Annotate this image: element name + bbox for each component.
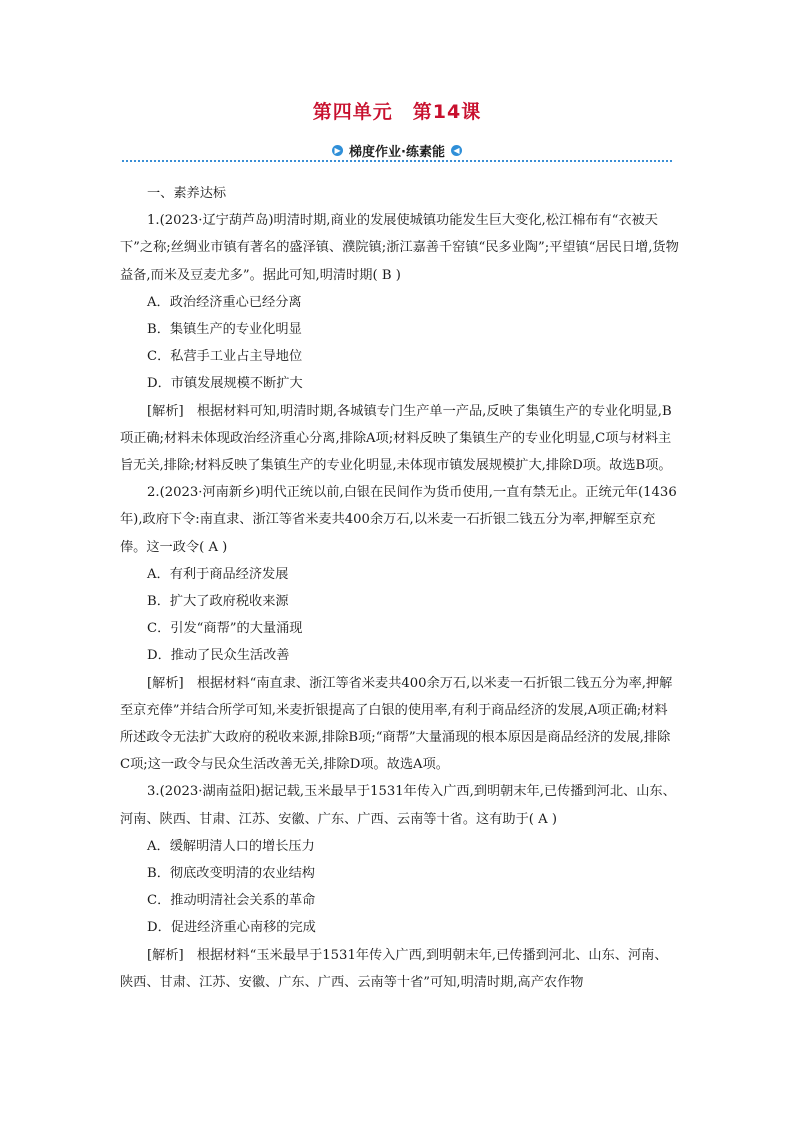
question-option: B．集镇生产的专业化明显	[147, 322, 302, 338]
question-option: A．政治经济重心已经分离	[147, 294, 302, 310]
question-option: A．缓解明清人口的增长压力	[147, 838, 315, 854]
question-option: D．推动了民众生活改善	[147, 648, 290, 664]
banner-label: 梯度作业·练素能	[349, 145, 445, 160]
question-option: C．推动明清社会关系的革命	[147, 893, 316, 909]
question-option: B．彻底改变明清的农业结构	[147, 866, 315, 882]
answer-analysis: [解析] 根据材料“南直隶、浙江等省米麦共400余万石,以米麦一石折银二钱五分为率,押解至京充俸”并结合所学可知,米麦折银提高了白银的使用率,有利于商品经济的发展,A项正确;材料所述政令无法扩大政府的税收来源,排除B项;“商帮”大量涌现的根本原因是商品经济的发展,排除C项;这一政令与民众生活改善无关,排除D项。故选A项。	[120, 675, 673, 773]
document-body	[120, 180, 680, 996]
page-title: 第四单元 第14课	[312, 101, 482, 123]
question-option: D．市镇发展规模不断扩大	[147, 376, 303, 392]
question-option: B．扩大了政府税收来源	[147, 594, 289, 610]
banner-label-group	[326, 141, 468, 160]
question-option: C．引发“商帮”的大量涌现	[147, 621, 303, 637]
question-option: A．有利于商品经济发展	[147, 566, 289, 582]
question-option: D．促进经济重心南移的完成	[147, 920, 316, 936]
question-stem: 1.(2023·辽宁葫芦岛)明清时期,商业的发展使城镇功能发生巨大变化,松江棉布有“衣被天下”之称;丝绸业市镇有著名的盛泽镇、濮院镇;浙江嘉善千窑镇“民多业陶”;平望镇“居民日增,货物益备,而米及豆麦尤多”。据此可知,明清时期( B )	[120, 213, 679, 283]
arrow-right-icon: ▶	[332, 145, 343, 156]
arrow-left-icon: ◀	[451, 145, 462, 156]
question-stem: 2.(2023·河南新乡)明代正统以前,白银在民间作为货币使用,一直有禁无止。正统元年(1436年),政府下令:南直隶、浙江等省米麦共400余万石,以米麦一石折银二钱五分为率,押解至京充俸。这一政令( A )	[120, 485, 677, 555]
question-option: C．私营手工业占主导地位	[147, 349, 303, 365]
section-banner	[122, 141, 672, 163]
dotted-divider	[122, 160, 672, 162]
question-stem: 3.(2023·湖南益阳)据记载,玉米最早于1531年传入广西,到明朝末年,已传播到河北、山东、河南、陕西、甘肃、江苏、安徽、广东、广西、云南等十省。这有助于( A )	[120, 784, 676, 827]
answer-analysis: [解析] 根据材料“玉米最早于1531年传入广西,到明朝末年,已传播到河北、山东、河南、陕西、甘肃、江苏、安徽、广东、广西、云南等十省”可知,明清时期,高产农作物	[120, 947, 668, 990]
answer-analysis: [解析] 根据材料可知,明清时期,各城镇专门生产单一产品,反映了集镇生产的专业化明显,B项正确;材料未体现政治经济重心分离,排除A项;材料反映了集镇生产的专业化明显,C项与材料主旨无关,排除;材料反映了集镇生产的专业化明显,未体现市镇发展规模扩大,排除D项。故选B项。	[120, 403, 672, 474]
section-heading: 一、素养达标	[147, 186, 227, 201]
